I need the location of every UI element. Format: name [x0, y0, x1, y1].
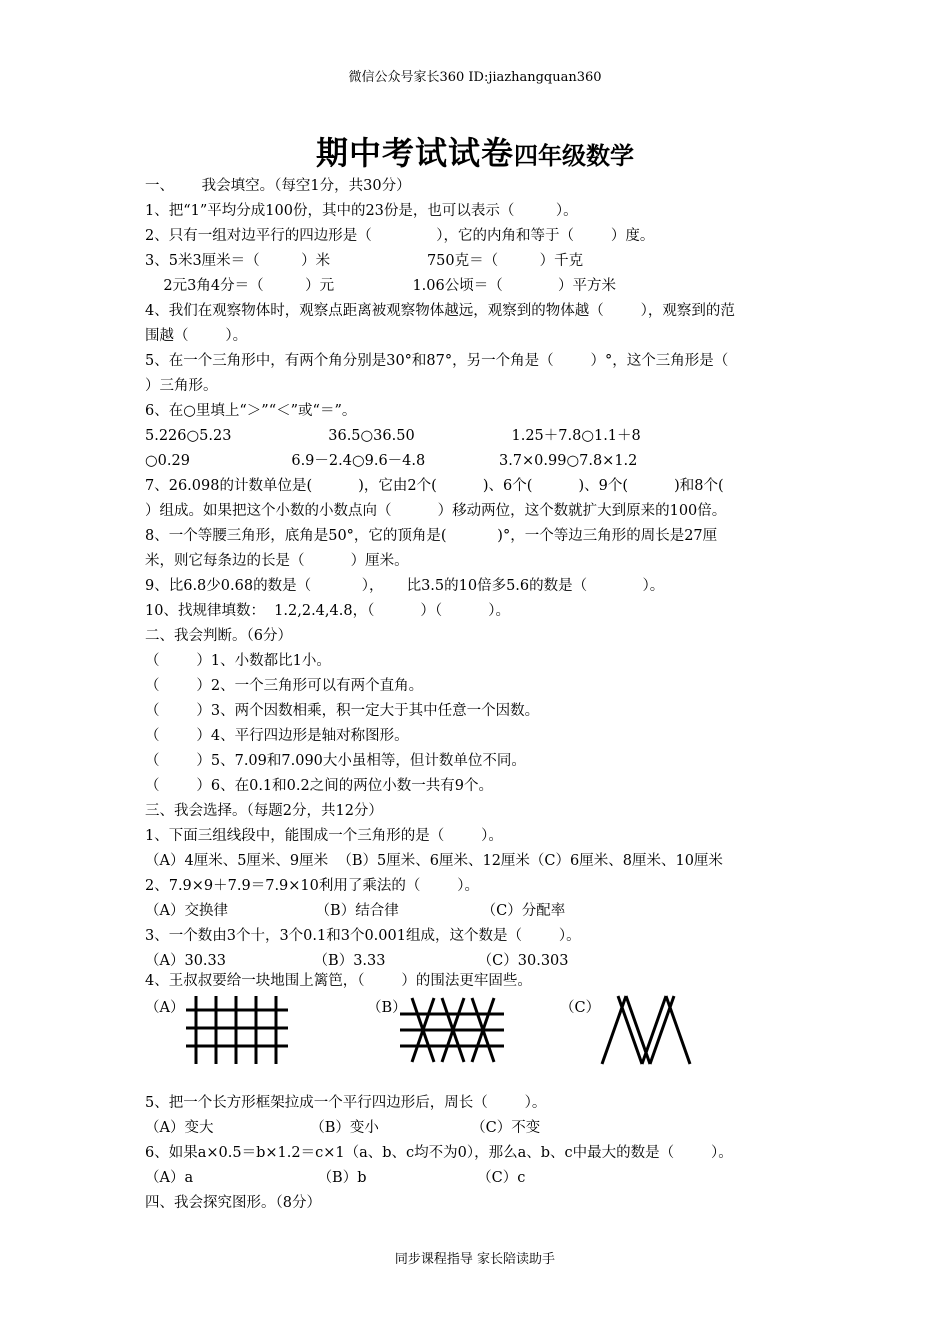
judge-item: （ ）5、7.09和7.090大小虽相等，但计数单位不同。	[145, 753, 526, 769]
question-line: 5、把一个长方形框架拉成一个平行四边形后，周长（ ）。	[145, 1095, 547, 1111]
question-line: 4、我们在观察物体时，观察点距离被观察物体越远，观察到的物体越（ ），观察到的范	[145, 303, 735, 319]
title-sub: 四年级数学	[514, 141, 634, 170]
page-footer: 同步课程指导 家长陪读助手	[394, 1252, 556, 1267]
section-3-heading: 三、我会选择。（每题2分，共12分）	[145, 803, 383, 819]
choice-line: （A）a （B）b （C）c	[145, 1170, 526, 1186]
question-line: ）组成。如果把这个小数的小数点向（ ）移动两位，这个数就扩大到原来的100倍。	[145, 503, 727, 519]
fence-a-grid	[186, 994, 290, 1066]
question-line: 8、一个等腰三角形，底角是50°，它的顶角是( )°，一个等边三角形的周长是27厘	[145, 528, 718, 544]
fence-a-label: （A）	[145, 1000, 185, 1016]
choice-line: （A）变大 （B）变小 （C）不变	[145, 1120, 541, 1136]
judge-item: （ ）6、在0.1和0.2之间的两位小数一共有9个。	[145, 778, 493, 794]
page-title	[0, 128, 950, 174]
section-2-heading: 二、我会判断。（6分）	[145, 628, 292, 644]
question-line: 6、在○里填上“＞”“＜”或“＝”。	[145, 403, 357, 419]
question-line: 2元3角4分＝（ ）元 1.06公顷＝（ ）平方米	[145, 278, 617, 294]
section-1-heading: 一、 我会填空。（每空1分，共30分）	[145, 178, 411, 194]
fence-b-cross	[400, 994, 506, 1066]
choice-line: （A）交换律 （B）结合律 （C）分配率	[145, 903, 566, 919]
fence-c-zigzag	[598, 994, 694, 1066]
question-line: 2、只有一组对边平行的四边形是（ ），它的内角和等于（ ）度。	[145, 228, 655, 244]
question-line: 米，则它每条边的长是（ ）厘米。	[145, 553, 409, 569]
question-line: 围越（ ）。	[145, 328, 248, 344]
question-line: 7、26.098的计数单位是( )，它由2个( )、6个( )、9个( )和8个(	[145, 478, 724, 494]
question-line: ）三角形。	[145, 378, 218, 394]
judge-item: （ ）2、一个三角形可以有两个直角。	[145, 678, 424, 694]
judge-item: （ ）4、平行四边形是轴对称图形。	[145, 728, 409, 744]
section-4-heading: 四、我会探究图形。（8分）	[145, 1195, 321, 1211]
choice-line: （A）30.33 （B）3.33 （C）30.303	[145, 953, 569, 969]
question-line: 3、一个数由3个十，3个0.1和3个0.001组成，这个数是（ ）。	[145, 928, 581, 944]
judge-item: （ ）1、小数都比1小。	[145, 653, 331, 669]
question-line: 10、找规律填数： 1.2,2.4,4.8，（ ）（ ）。	[145, 603, 510, 619]
question-line: 6、如果a×0.5＝b×1.2＝c×1（a、b、c均不为0），那么a、b、c中最大的数是（ ）。	[145, 1145, 733, 1161]
question-line: 9、比6.8少0.68的数是（ ）， 比3.5的10倍多5.6的数是（ ）。	[145, 578, 665, 594]
fence-b-label: （B）	[367, 1000, 407, 1016]
question-line: 3、5米3厘米＝（ ）米 750克＝（ ）千克	[145, 253, 584, 269]
question-line: 1、下面三组线段中，能围成一个三角形的是（ ）。	[145, 828, 503, 844]
title-main: 期中考试试卷	[315, 134, 514, 172]
fence-c-label: （C）	[560, 1000, 601, 1016]
question-line: ○0.29 6.9－2.4○9.6－4.8 3.7×0.99○7.8×1.2	[145, 453, 638, 469]
judge-item: （ ）3、两个因数相乘，积一定大于其中任意一个因数。	[145, 703, 540, 719]
question-line: 1、把“1”平均分成100份，其中的23份是，也可以表示（ ）。	[145, 203, 578, 219]
page-header: 微信公众号家长360 ID:jiazhangquan360	[348, 70, 602, 85]
question-line: 5、在一个三角形中，有两个角分别是30°和87°，另一个角是（ ）°，这个三角形是（	[145, 353, 729, 369]
question-line: 5.226○5.23 36.5○36.50 1.25＋7.8○1.1＋8	[145, 428, 641, 444]
choice-line: （A）4厘米、5厘米、9厘米 （B）5厘米、6厘米、12厘米（C）6厘米、8厘米、10厘米	[145, 853, 723, 869]
question-line: 4、王叔叔要给一块地围上篱笆，（ ）的围法更牢固些。	[145, 973, 532, 989]
question-line: 2、7.9×9＋7.9＝7.9×10利用了乘法的（ ）。	[145, 878, 480, 894]
